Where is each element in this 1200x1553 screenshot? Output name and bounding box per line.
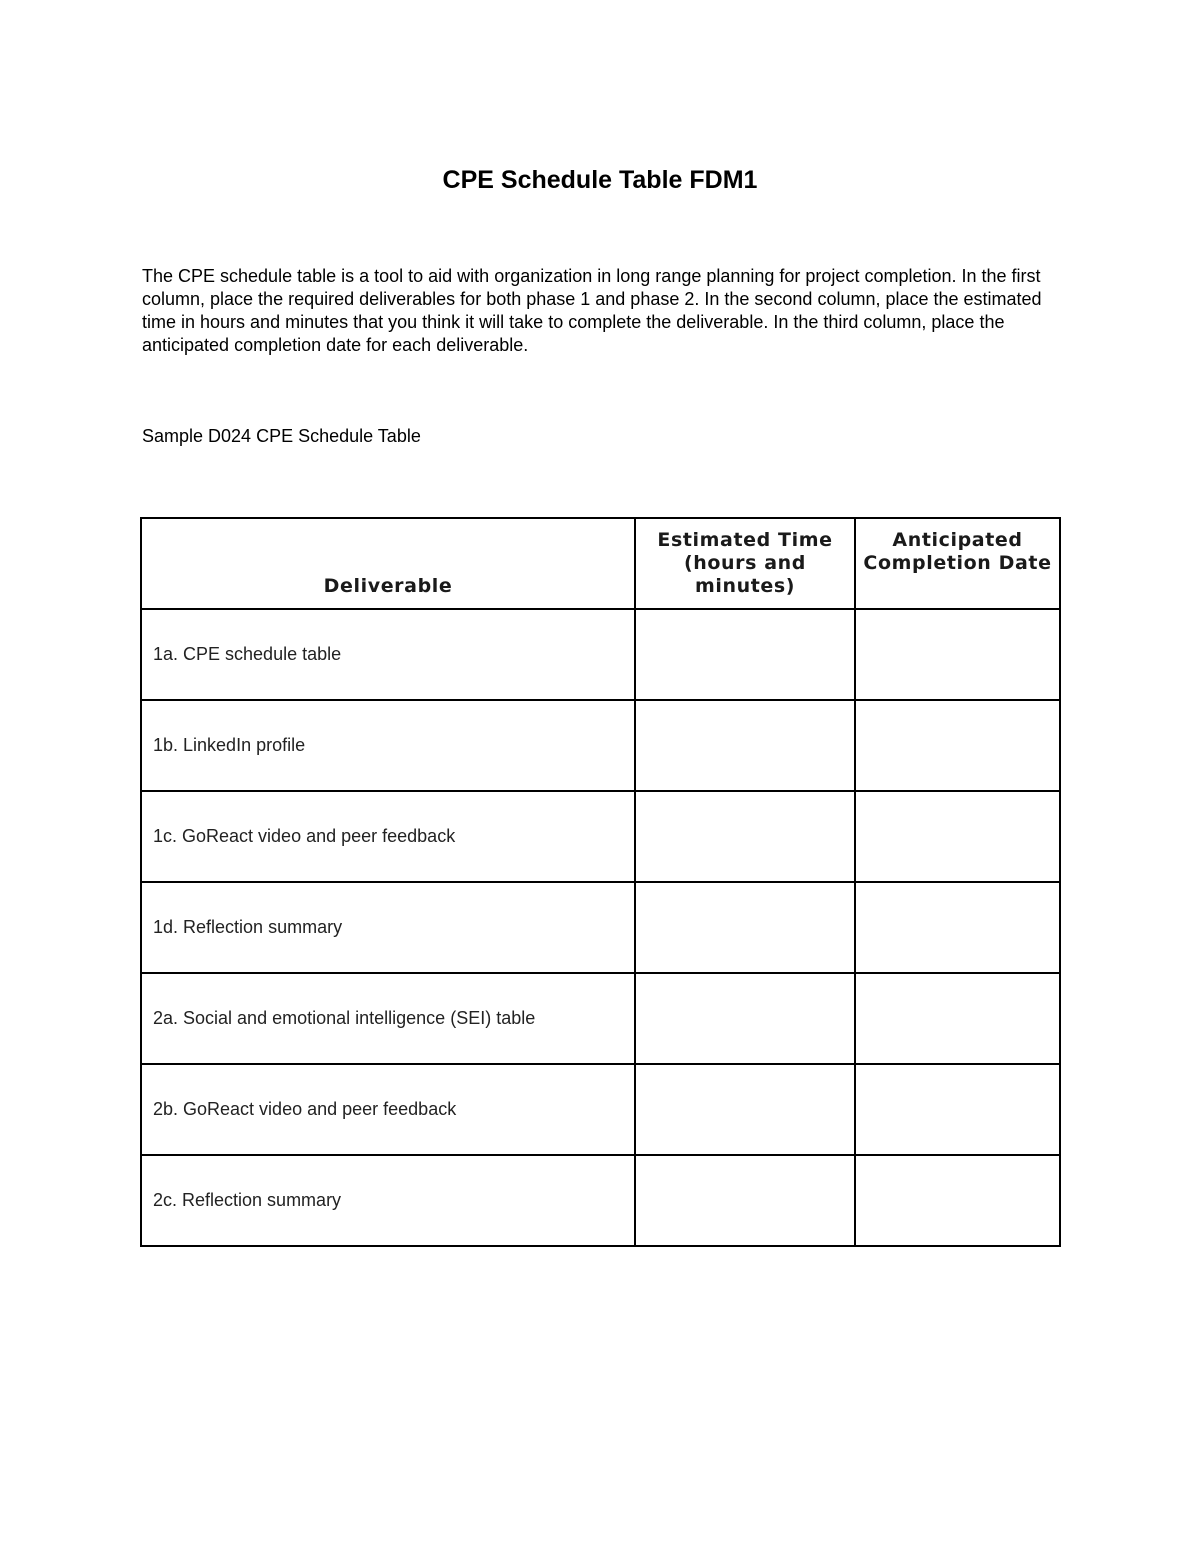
completion-date-cell	[855, 1155, 1060, 1246]
table-row	[141, 791, 1060, 882]
estimated-time-cell	[635, 609, 855, 700]
completion-date-cell	[855, 700, 1060, 791]
table-row	[141, 700, 1060, 791]
completion-date-cell	[855, 1064, 1060, 1155]
header-deliverable: Deliverable	[141, 518, 635, 609]
deliverable-cell: 2c. Reflection summary	[141, 1155, 635, 1246]
estimated-time-cell	[635, 882, 855, 973]
deliverable-cell: 1a. CPE schedule table	[141, 609, 635, 700]
deliverable-cell: 1d. Reflection summary	[141, 882, 635, 973]
estimated-time-cell	[635, 700, 855, 791]
document-title: CPE Schedule Table FDM1	[442, 166, 758, 194]
deliverable-cell: 1b. LinkedIn profile	[141, 700, 635, 791]
header-completion-date: Anticipated Completion Date	[855, 518, 1060, 609]
table-row	[141, 1155, 1060, 1246]
table-caption: Sample D024 CPE Schedule Table	[142, 426, 421, 446]
header-estimated-time: Estimated Time (hours and minutes)	[635, 518, 855, 609]
table-row	[141, 1064, 1060, 1155]
completion-date-cell	[855, 791, 1060, 882]
table-row	[141, 973, 1060, 1064]
estimated-time-cell	[635, 791, 855, 882]
intro-paragraph: The CPE schedule table is a tool to aid with organization in long range planning for project completion. In the first column, place the required deliverables for both phase 1 and phase 2. In the second column, place the estimated time in hours and minutes that you think it will take to complete the deliverable. In the third column, place the anticipated completion date for each deliverable.	[142, 266, 1042, 355]
schedule-table	[140, 517, 1061, 1247]
estimated-time-cell	[635, 1155, 855, 1246]
deliverable-cell: 2b. GoReact video and peer feedback	[141, 1064, 635, 1155]
completion-date-cell	[855, 973, 1060, 1064]
table-row	[141, 882, 1060, 973]
estimated-time-cell	[635, 1064, 855, 1155]
completion-date-cell	[855, 882, 1060, 973]
deliverable-cell: 2a. Social and emotional intelligence (SEI) table	[141, 973, 635, 1064]
table-row	[141, 609, 1060, 700]
estimated-time-cell	[635, 973, 855, 1064]
completion-date-cell	[855, 609, 1060, 700]
table-header-row	[141, 518, 1060, 609]
deliverable-cell: 1c. GoReact video and peer feedback	[141, 791, 635, 882]
